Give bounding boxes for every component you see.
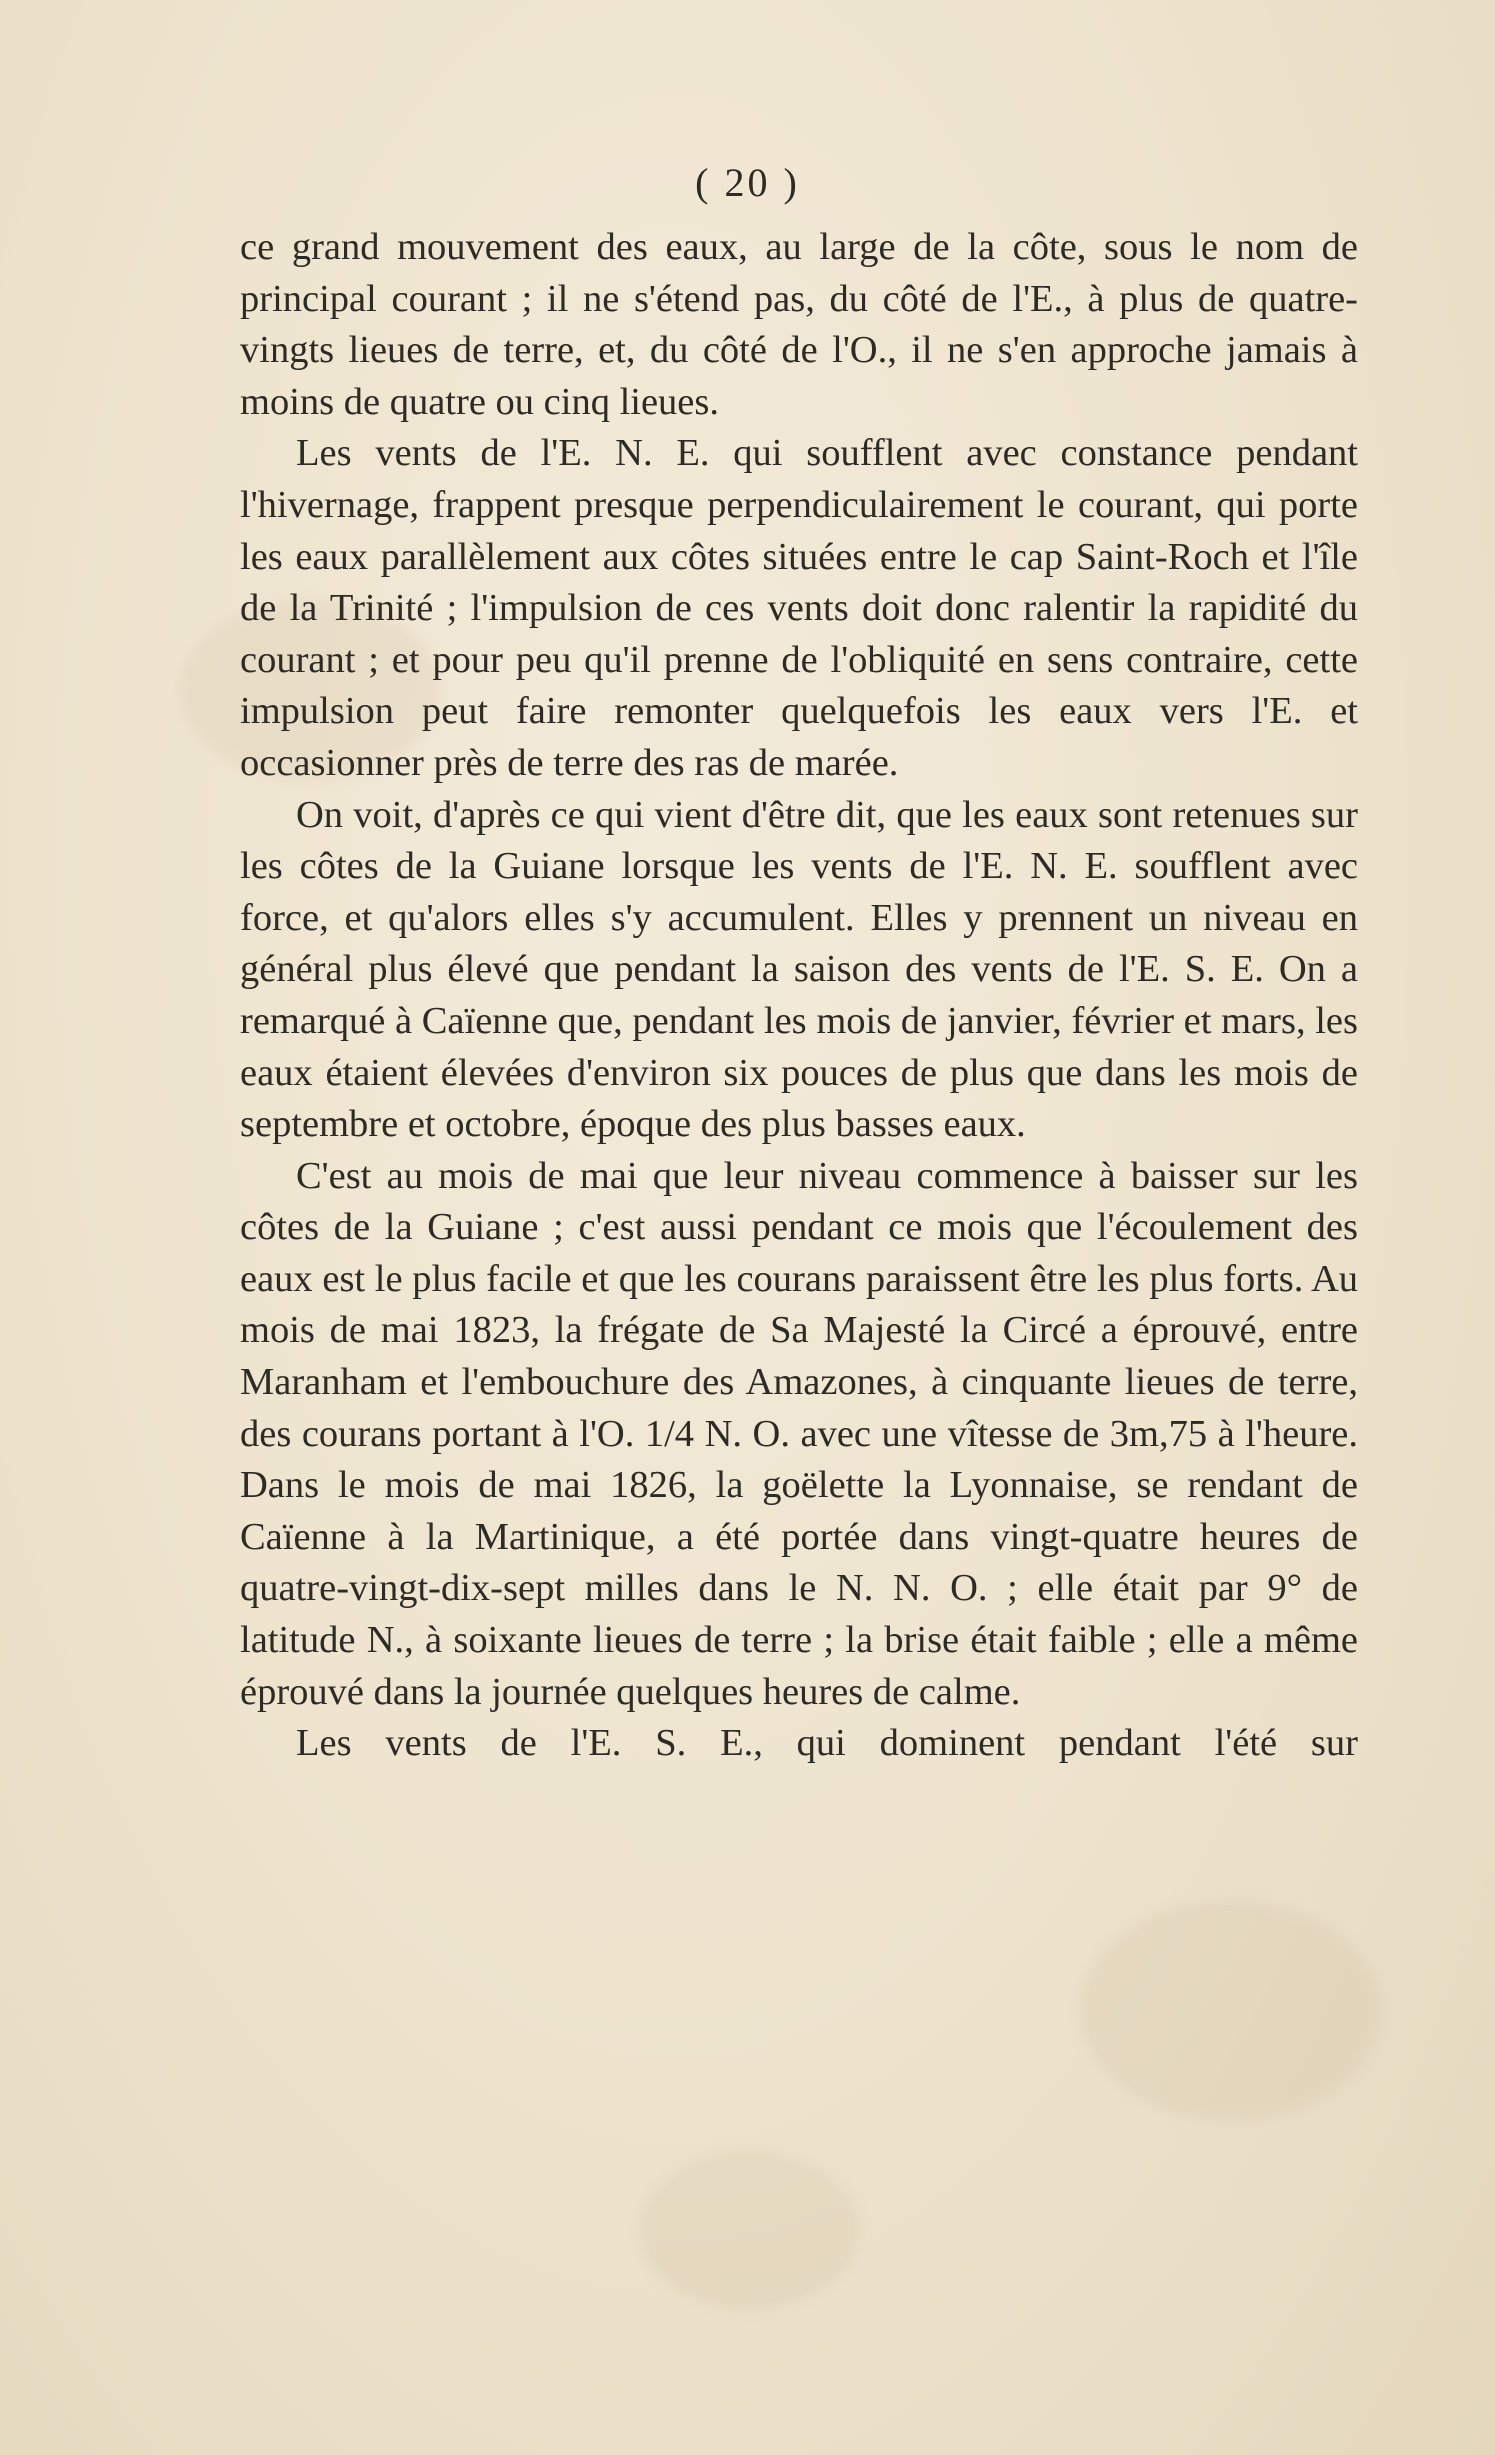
body-text (240, 222, 1358, 1770)
paper-stain (1080, 1900, 1380, 2120)
paragraph-2: Les vents de l'E. N. E. qui soufflent avec constance pendant l'hivernage, frappent presque perpendiculairement le courant, qui porte les eaux parallèlement aux côtes situées entre le cap Saint-Roch et l'île de la Trinité ; l'impulsion de ces vents doit donc ralentir la rapidité du courant ; et pour peu qu'il prenne de l'obliquité en sens contraire, cette impulsion peut faire remonter quelquefois les eaux vers l'E. et occasionner près de terre des ras de marée. (240, 432, 1358, 784)
page-number: ( 20 ) (695, 160, 800, 205)
paper-stain (640, 2150, 860, 2310)
paragraph-4: C'est au mois de mai que leur niveau commence à baisser sur les côtes de la Guiane ; c'est aussi pendant ce mois que l'écoulement des eaux est le plus facile et que les courans paraissent être les plus forts. Au mois de mai 1823, la frégate de Sa Majesté la Circé a éprouvé, entre Maranham et l'embouchure des Amazones, à cinquante lieues de terre, des courans portant à l'O. 1/4 N. O. avec une vîtesse de 3m,75 à l'heure. Dans le mois de mai 1826, la goëlette la Lyonnaise, se rendant de Caïenne à la Martinique, a été portée dans vingt-quatre heures de quatre-vingt-dix-sept milles dans le N. N. O. ; elle était par 9° de latitude N., à soixante lieues de terre ; la brise était faible ; elle a même éprouvé dans la journée quelques heures de calme. (240, 1154, 1358, 1713)
paragraph-3: On voit, d'après ce qui vient d'être dit, que les eaux sont retenues sur les côtes de la Guiane lorsque les vents de l'E. N. E. soufflent avec force, et qu'alors elles s'y accumulent. Elles y prennent un niveau en général plus élevé que pendant la saison des vents de l'E. S. E. On a remarqué à Caïenne que, pendant les mois de janvier, février et mars, les eaux étaient élevées d'environ six pouces de plus que dans les mois de septembre et octobre, époque des plus basses eaux. (240, 793, 1358, 1146)
paragraph-1: ce grand mouvement des eaux, au large de la côte, sous le nom de principal courant ; il ne s'étend pas, du côté de l'E., à plus de quatre-vingts lieues de terre, et, du côté de l'O., il ne s'en approche jamais à moins de quatre ou cinq lieues. (240, 226, 1358, 423)
paragraph-5: Les vents de l'E. S. E., qui dominent pendant l'été sur (296, 1722, 1358, 1765)
